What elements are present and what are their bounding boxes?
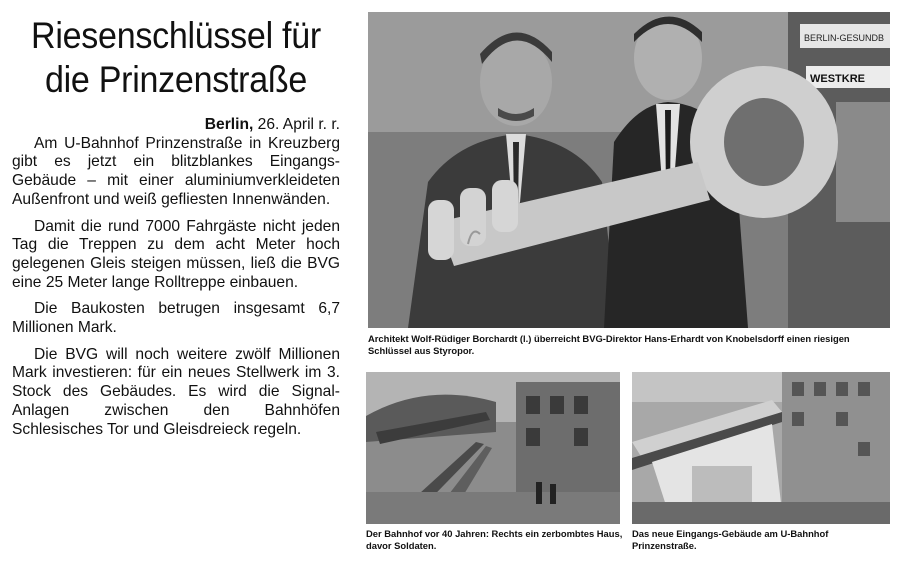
article-body (12, 116, 340, 439)
caption-station-new: Das neue Eingangs-Gebäude am U-Bahnhof Prinzenstraße. (632, 528, 829, 551)
photo-station-new (632, 372, 890, 524)
caption-key-handover: Architekt Wolf-Rüdiger Borchardt (l.) überreicht BVG-Direktor Hans-Erhardt von Knobelsdorff einen riesigen Schlüssel aus Styropor. (368, 333, 850, 356)
photo-key-handover-image (368, 12, 890, 328)
dateline-city: Berlin, (204, 116, 254, 133)
headline-line-1: Riesenschlüssel für (31, 15, 321, 56)
dateline (12, 116, 340, 135)
photo-station-new-image (632, 372, 890, 524)
paragraph-2: Damit die rund 7000 Fahrgäste nicht jeden Tag die Treppen zu dem acht Meter hoch gelegenen Gleis steigen müssen, ließ die BVG eine 25 Meter lange Rolltreppe einbauen. (12, 217, 340, 291)
photo-station-old (366, 372, 620, 524)
article-column (12, 14, 340, 447)
photo-station-old-image (366, 372, 620, 524)
paragraph-1: Am U-Bahnhof Prinzenstraße in Kreuzberg gibt es jetzt ein blitzblankes Eingangs-Gebäude – mit einer aluminiumverkleideten Außenfront und weiß gefliesten Innenwänden. (12, 134, 340, 208)
headline (25, 14, 327, 102)
sign-berlin-gesundbrunnen: BERLIN-GESUNDB (804, 33, 885, 43)
paragraph-4: Die BVG will noch weitere zwölf Millionen Mark investieren: für ein neues Stellwerk im 3. Stock des Gebäudes. Es wird die Signal-Anlagen zwischen den Bahnhöfen Schlesisches Tor und Gleisdreieck regeln. (12, 345, 340, 438)
photo-key-handover (368, 12, 890, 328)
sign-westkreuz: WESTKRE (810, 73, 865, 85)
caption-station-old: Der Bahnhof vor 40 Jahren: Rechts ein zerbombtes Haus, davor Soldaten. (366, 528, 623, 551)
dateline-date: 26. April r. r. (253, 116, 340, 133)
headline-line-2: die Prinzenstraße (44, 59, 308, 100)
paragraph-3: Die Baukosten betrugen insgesamt 6,7 Millionen Mark. (12, 300, 340, 337)
